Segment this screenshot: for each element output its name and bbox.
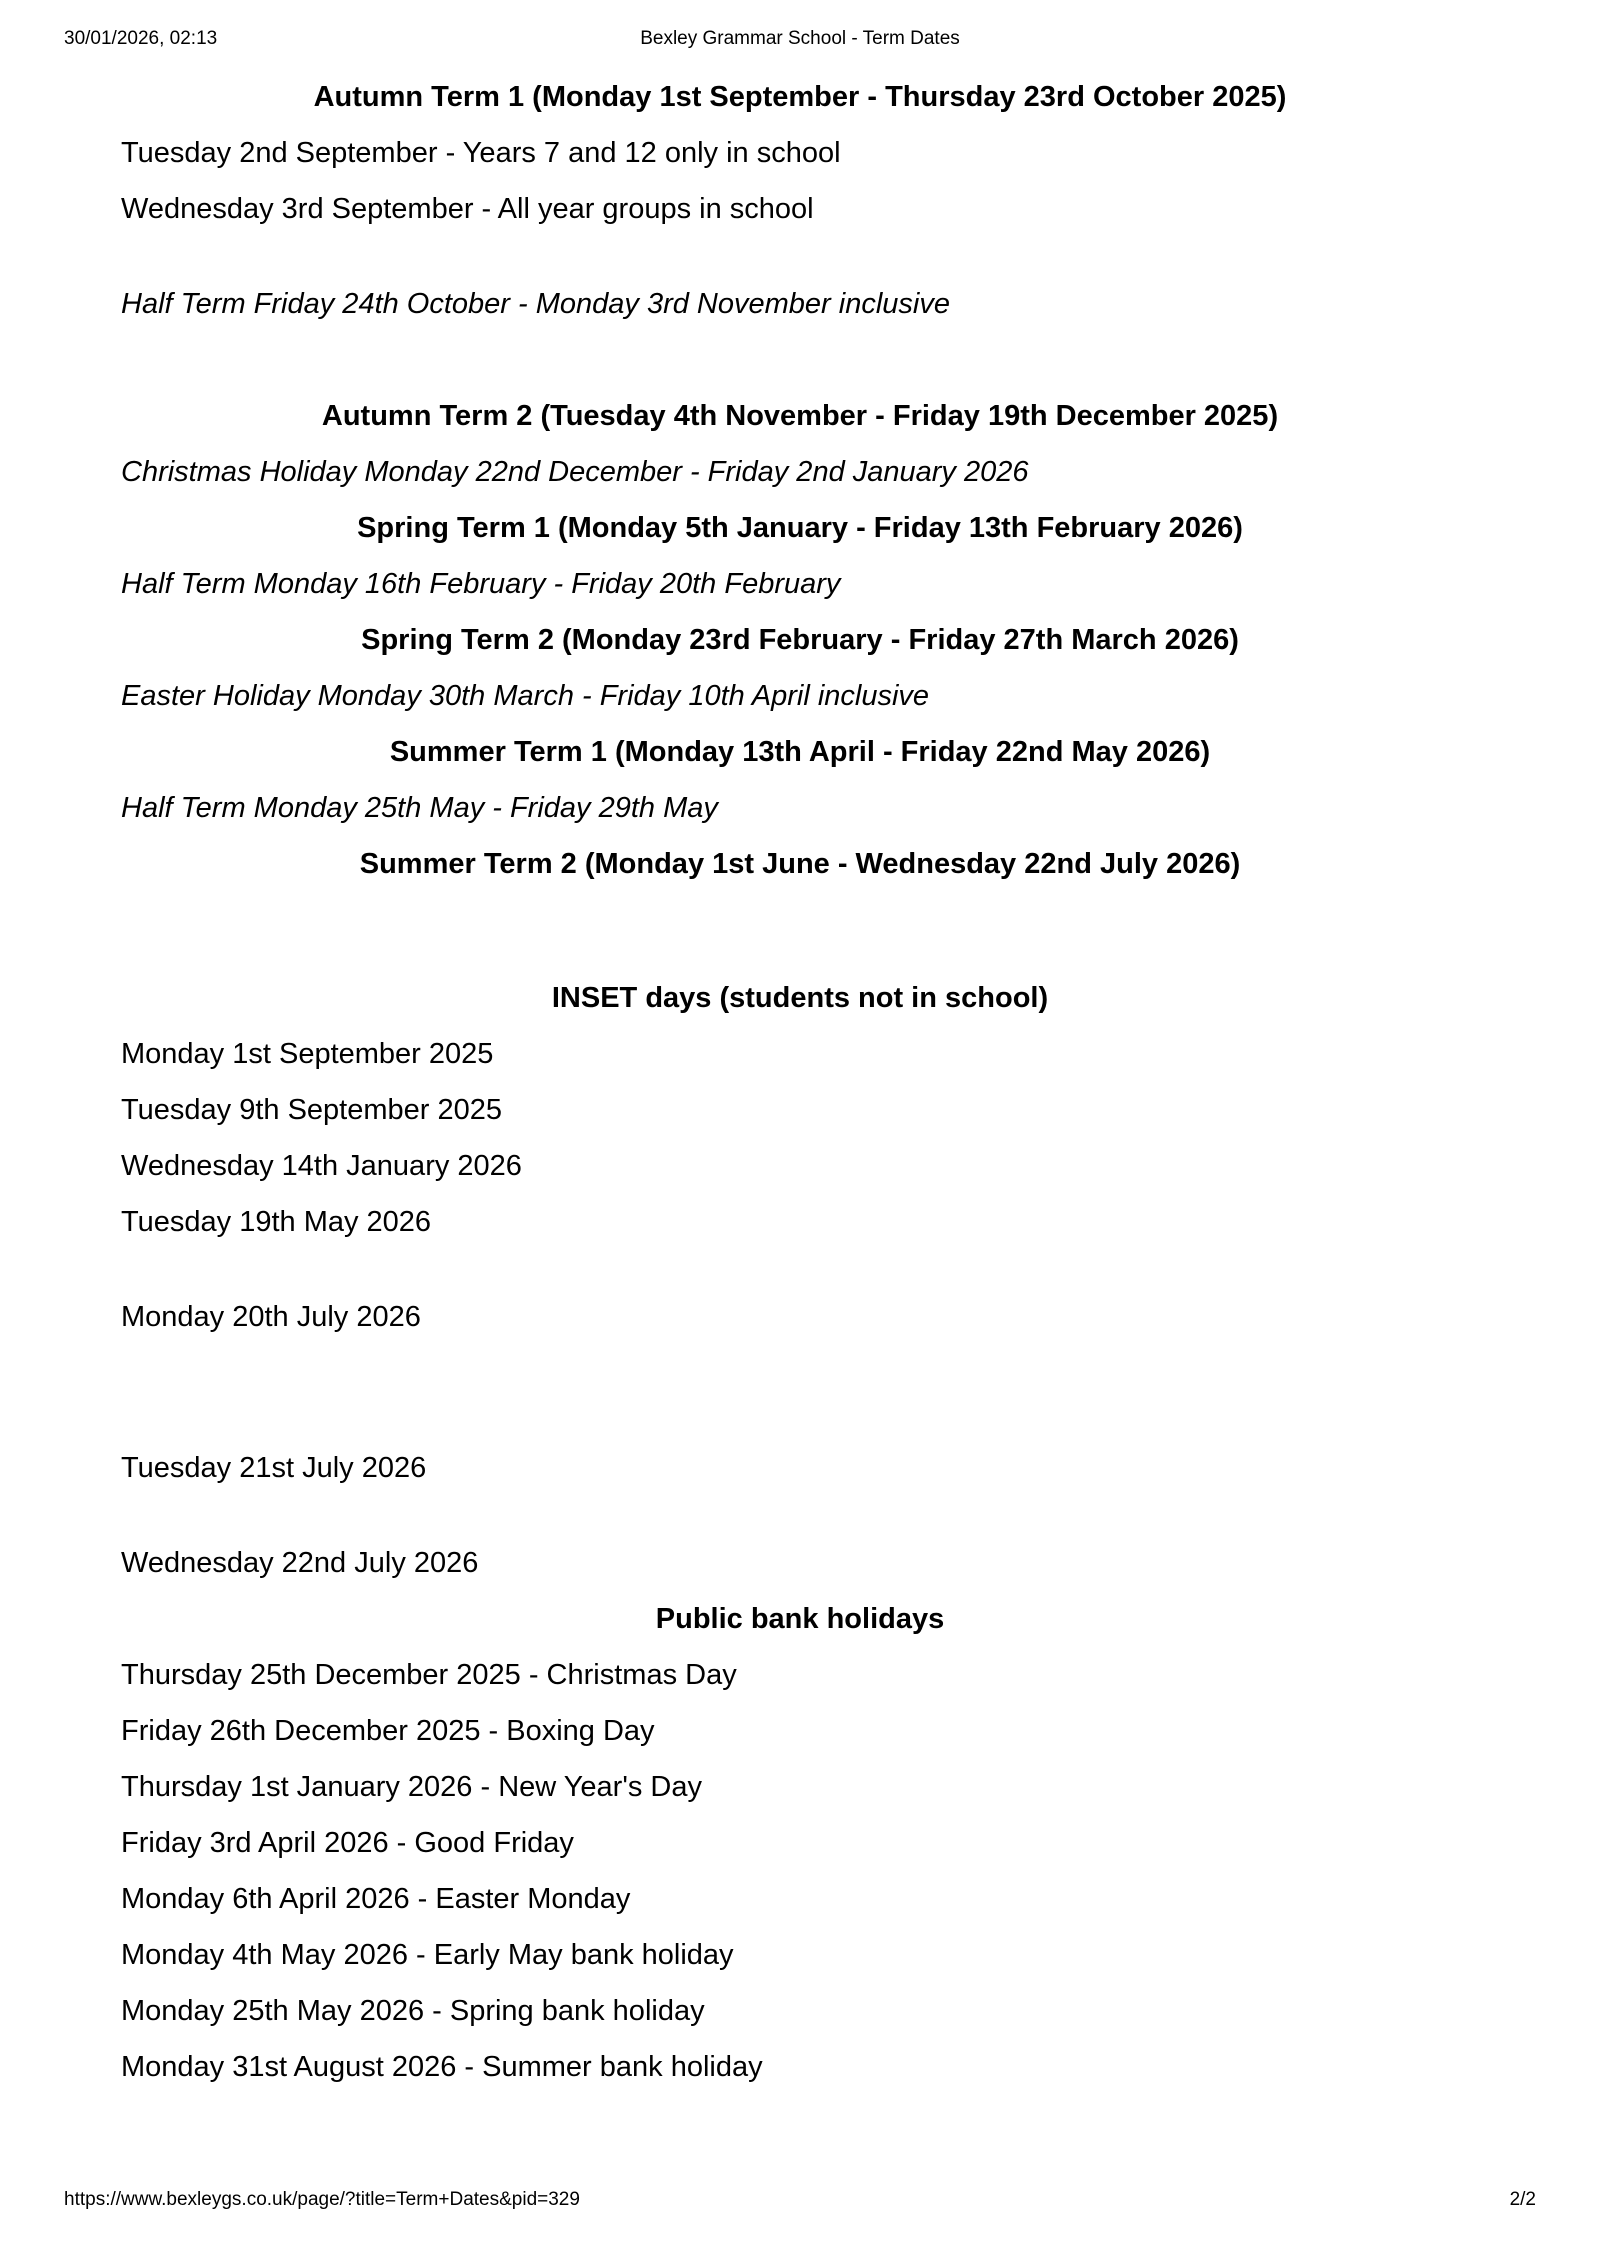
autumn-term-1-half-term: Half Term Friday 24th October - Monday 3rd November inclusive xyxy=(121,288,950,320)
spacer xyxy=(82,901,1518,979)
bank-holiday: Thursday 25th December 2025 - Christmas Day xyxy=(121,1659,737,1691)
heading-spring-term-2: Spring Term 2 (Monday 23rd February - Friday 27th March 2026) xyxy=(361,624,1239,656)
heading-inset-days: INSET days (students not in school) xyxy=(551,982,1049,1014)
bank-holiday: Monday 6th April 2026 - Easter Monday xyxy=(121,1883,631,1915)
print-document-title: Bexley Grammar School - Term Dates xyxy=(640,28,960,49)
heading-spring-term-1: Spring Term 1 (Monday 5th January - Friday 13th February 2026) xyxy=(357,512,1243,544)
inset-day: Monday 20th July 2026 xyxy=(121,1301,421,1333)
print-timestamp: 30/01/2026, 02:13 xyxy=(64,28,218,49)
heading-autumn-term-2: Autumn Term 2 (Tuesday 4th November - Friday 19th December 2025) xyxy=(321,400,1279,432)
bank-holiday: Monday 31st August 2026 - Summer bank holiday xyxy=(121,2051,763,2083)
print-header xyxy=(0,27,1600,51)
heading-summer-term-2: Summer Term 2 (Monday 1st June - Wednesday 22nd July 2026) xyxy=(359,848,1241,880)
inset-day: Tuesday 21st July 2026 xyxy=(121,1452,427,1484)
heading-autumn-term-1: Autumn Term 1 (Monday 1st September - Thursday 23rd October 2025) xyxy=(313,81,1287,113)
summer-term-1-half-term: Half Term Monday 25th May - Friday 29th May xyxy=(121,792,718,824)
print-source-url: https://www.bexleygs.co.uk/page/?title=Term+Dates&pid=329 xyxy=(64,2189,580,2210)
inset-day: Tuesday 19th May 2026 xyxy=(121,1206,432,1238)
bank-holiday: Monday 25th May 2026 - Spring bank holiday xyxy=(121,1995,705,2027)
term-dates-document xyxy=(82,78,1518,2087)
print-page-number: 2/2 xyxy=(1509,2189,1536,2210)
autumn-term-1-note-1: Tuesday 2nd September - Years 7 and 12 only in school xyxy=(121,137,841,169)
spring-term-1-half-term: Half Term Monday 16th February - Friday 20th February xyxy=(121,568,841,600)
bank-holiday: Friday 3rd April 2026 - Good Friday xyxy=(121,1827,574,1859)
spacer xyxy=(82,1354,1518,1449)
bank-holiday: Friday 26th December 2025 - Boxing Day xyxy=(121,1715,655,1747)
autumn-term-1-note-2: Wednesday 3rd September - All year groups in school xyxy=(121,193,814,225)
page-content xyxy=(0,78,1600,2087)
inset-day: Monday 1st September 2025 xyxy=(121,1038,494,1070)
bank-holiday: Thursday 1st January 2026 - New Year's Day xyxy=(121,1771,703,1803)
inset-day: Tuesday 9th September 2025 xyxy=(121,1094,503,1126)
heading-public-bank-holidays: Public bank holidays xyxy=(655,1603,945,1635)
print-footer xyxy=(0,2188,1600,2212)
inset-day: Wednesday 22nd July 2026 xyxy=(121,1547,479,1579)
easter-holiday: Easter Holiday Monday 30th March - Friday 10th April inclusive xyxy=(121,680,930,712)
inset-day: Wednesday 14th January 2026 xyxy=(121,1150,522,1182)
bank-holiday: Monday 4th May 2026 - Early May bank holiday xyxy=(121,1939,734,1971)
spacer xyxy=(82,341,1518,397)
spacer xyxy=(82,1259,1518,1298)
spacer xyxy=(82,1505,1518,1544)
heading-summer-term-1: Summer Term 1 (Monday 13th April - Friday 22nd May 2026) xyxy=(389,736,1211,768)
christmas-holiday: Christmas Holiday Monday 22nd December - Friday 2nd January 2026 xyxy=(121,456,1029,488)
spacer xyxy=(82,246,1518,285)
